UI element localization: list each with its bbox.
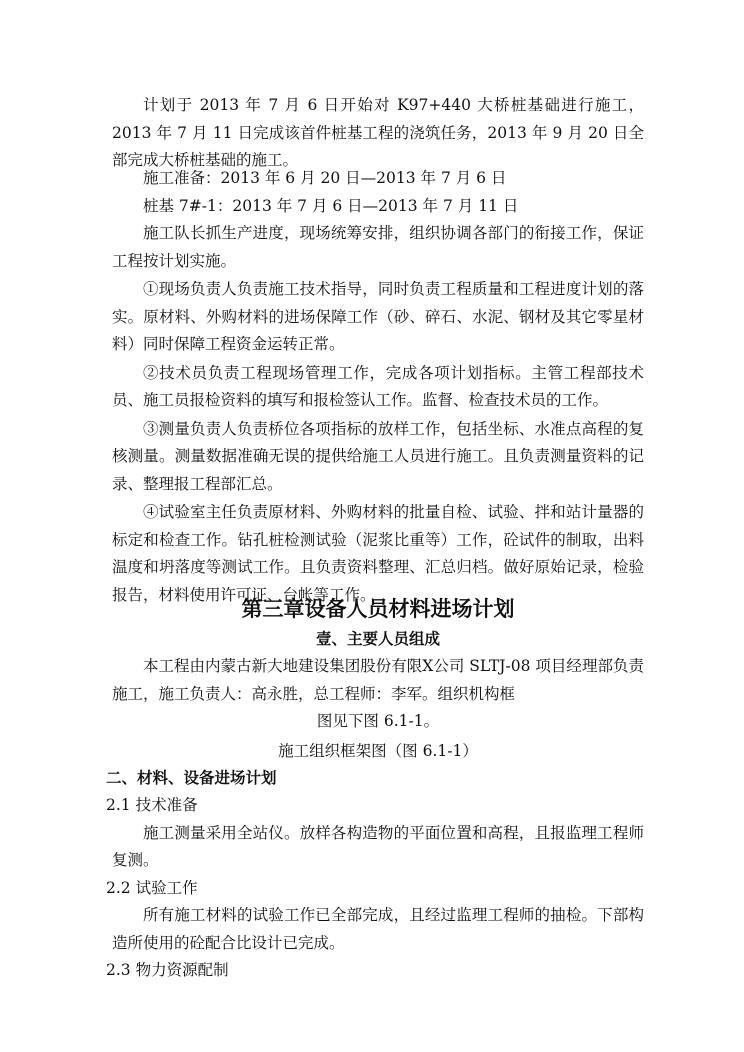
plan-intro-block bbox=[112, 92, 644, 175]
duty-3-paragraph: ③测量负责人负责桥位各项指标的放样工作，包括坐标、水准点高程的复核测量。测量数据准确无误的提供给施工人员进行施工。且负责测量资料的记录、整理报工程部汇总。 bbox=[112, 419, 644, 493]
subsection-2-2-title: 2.2 试验工作 bbox=[106, 878, 198, 897]
pile-dates-line: 桩基 7#-1：2013 年 7 月 6 日—2013 年 7 月 11 日 bbox=[143, 196, 519, 215]
subsection-2-2-text: 所有施工材料的试验工作已全部完成，且经过监理工程师的抽检。下部构造所使用的砼配合比设计已完成。 bbox=[112, 906, 644, 952]
subsection-2-1-text: 施工测量采用全站仪。放样各构造物的平面位置和高程，且报监理工程师复测。 bbox=[112, 823, 644, 869]
chapter-title: 第三章设备人员材料进场计划 bbox=[241, 597, 515, 621]
org-paragraph-end: 图见下图 6.1-1。 bbox=[316, 712, 440, 730]
section2-title: 二、材料、设备进场计划 bbox=[106, 769, 277, 787]
team-lead-paragraph: 施工队长抓生产进度，现场统筹安排，组织协调各部门的衔接工作，保证工程按计划实施。 bbox=[112, 224, 644, 270]
section1-title: 壹、主要人员组成 bbox=[315, 630, 440, 648]
duty-1-paragraph: ①现场负责人负责施工技术指导，同时负责工程质量和工程进度计划的落实。原材料、外购材料的进场保障工作（砂、碎石、水泥、钢材及其它零星材料）同时保障工程资金运转正常。 bbox=[112, 280, 644, 353]
org-paragraph: 本工程由内蒙古新大地建设集团股份有限X公司 SLTJ-08 项目经理部负责施工，施工负责人：高永胜，总工程师：李军。组织机构框 bbox=[112, 657, 644, 703]
duty-2-paragraph: ②技术员负责工程现场管理工作，完成各项计划指标。主管工程部技术员、施工员报检资料的填写和报检签认工作。监督、检查技术员的工作。 bbox=[112, 363, 644, 409]
duty-4-paragraph: ④试验室主任负责原材料、外购材料的批量自检、试验、拌和站计量器的标定和检查工作。钻孔桩检测试验（泥浆比重等）工作，砼试件的制取，出料温度和坍落度等测试工作。且负责资料整理、汇总归档。做好原始记录，检验报告，材料使用许可证、台帐等工作。 bbox=[112, 503, 644, 604]
figure-caption: 施工组织框架图（图 6.1-1） bbox=[278, 741, 478, 760]
chapter3-block bbox=[106, 594, 644, 985]
duties-block bbox=[112, 220, 644, 609]
prep-dates-line: 施工准备：2013 年 6 月 20 日—2013 年 7 月 6 日 bbox=[143, 169, 507, 187]
plan-intro-paragraph: 计划于 2013 年 7 月 6 日开始对 K97+440 大桥桩基础进行施工，2013 年 7 月 11 日完成该首件桩基工程的浇筑任务，2013 年 9 月 20 日全部完成大桥桩基础的施工。 bbox=[112, 96, 644, 169]
subsection-2-1-title: 2.1 技术准备 bbox=[106, 796, 198, 814]
subsection-2-3-title: 2.3 物力资源配制 bbox=[106, 961, 229, 979]
schedule-lines bbox=[112, 165, 644, 220]
